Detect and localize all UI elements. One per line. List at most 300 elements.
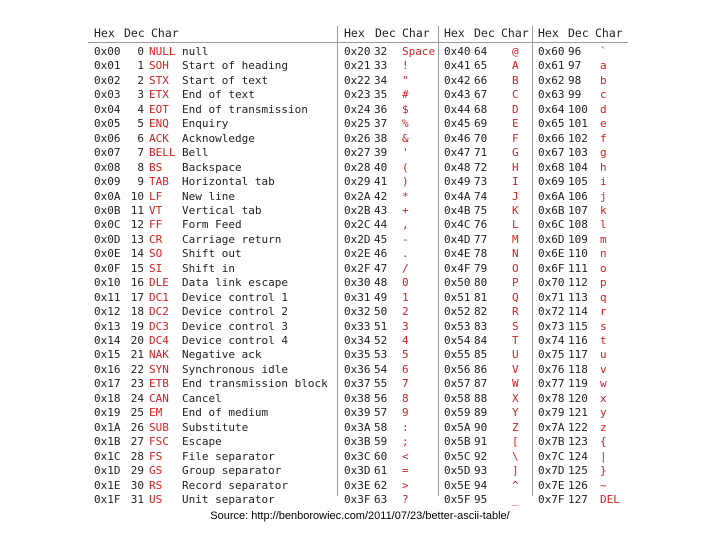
cell-description: New line: [182, 189, 235, 203]
cell-hex-2: 0x34: [344, 334, 371, 347]
cell-dec-4: 96: [568, 45, 582, 58]
cell-hex-3: 0x5C: [444, 449, 471, 463]
cell-hex-3: 0x40: [444, 45, 471, 58]
cell-char-4: p: [600, 276, 607, 290]
cell-code: ENQ: [149, 117, 169, 131]
cell-description: Data link escape: [182, 276, 288, 290]
cell-dec-2: 41: [374, 175, 388, 189]
cell-description: Record separator: [182, 478, 288, 492]
cell-char-4: `: [600, 45, 607, 58]
cell-char-2: 2: [402, 305, 409, 319]
cell-code: VT: [149, 203, 163, 217]
table-row: [88, 190, 628, 205]
cell-char-4: y: [600, 406, 607, 420]
cell-dec-1: 6: [137, 131, 144, 145]
cell-hex-2: 0x2F: [344, 261, 371, 275]
cell-char-2: ': [402, 146, 409, 160]
cell-description: End of medium: [182, 406, 269, 420]
cell-hex-1: 0x1E: [94, 478, 121, 492]
cell-hex-1: 0x1A: [94, 420, 121, 434]
cell-dec-3: 89: [474, 406, 488, 420]
table-row: [88, 363, 628, 378]
cell-hex-1: 0x13: [94, 319, 121, 333]
cell-dec-3: 93: [474, 464, 488, 478]
cell-dec-1: 11: [130, 203, 144, 217]
cell-dec-1: 27: [130, 435, 144, 449]
cell-dec-3: 73: [474, 175, 488, 189]
cell-code: ACK: [149, 131, 169, 145]
cell-char-3: L: [512, 218, 519, 232]
cell-dec-1: 5: [137, 117, 144, 131]
cell-code: US: [149, 492, 163, 506]
header-hex-1: Hex: [94, 26, 115, 40]
header-hex-3: Hex: [444, 26, 465, 40]
table-row: [88, 435, 628, 450]
cell-char-4: r: [600, 305, 607, 319]
cell-dec-4: 98: [568, 73, 582, 87]
cell-dec-4: 113: [568, 290, 588, 304]
cell-dec-1: 22: [130, 362, 144, 376]
cell-hex-3: 0x4A: [444, 189, 471, 203]
cell-dec-2: 46: [374, 247, 388, 261]
cell-char-3: K: [512, 203, 519, 217]
cell-hex-3: 0x43: [444, 88, 471, 102]
cell-char-4: {: [600, 435, 607, 449]
cell-dec-1: 18: [130, 305, 144, 319]
cell-char-3: M: [512, 232, 519, 246]
cell-char-2: Space: [402, 45, 436, 58]
cell-hex-1: 0x1C: [94, 449, 121, 463]
cell-char-2: /: [402, 261, 409, 275]
cell-code: BS: [149, 160, 163, 174]
cell-dec-3: 71: [474, 146, 488, 160]
cell-hex-3: 0x57: [444, 377, 471, 391]
cell-dec-2: 63: [374, 492, 388, 506]
cell-hex-4: 0x75: [538, 348, 565, 362]
cell-hex-1: 0x06: [94, 131, 121, 145]
header-dec-4: Dec: [568, 26, 589, 40]
cell-dec-3: 69: [474, 117, 488, 131]
cell-char-3: V: [512, 362, 519, 376]
cell-code: ETB: [149, 377, 169, 391]
header-hex-2: Hex: [344, 26, 365, 40]
cell-char-4: q: [600, 290, 607, 304]
table-row: [88, 479, 628, 494]
cell-char-2: $: [402, 102, 409, 116]
cell-hex-2: 0x35: [344, 348, 371, 362]
cell-char-4: b: [600, 73, 607, 87]
cell-hex-2: 0x29: [344, 175, 371, 189]
cell-char-2: !: [402, 59, 409, 73]
table-row: [88, 45, 628, 60]
cell-description: Synchronous idle: [182, 362, 288, 376]
cell-dec-4: 120: [568, 391, 588, 405]
cell-dec-2: 52: [374, 334, 388, 347]
cell-char-2: ): [402, 175, 409, 189]
cell-dec-4: 106: [568, 189, 588, 203]
cell-code: BELL: [149, 146, 176, 160]
cell-char-2: (: [402, 160, 409, 174]
cell-description: Shift in: [182, 261, 235, 275]
cell-dec-3: 86: [474, 362, 488, 376]
cell-hex-1: 0x01: [94, 59, 121, 73]
header-divider: [88, 42, 628, 43]
cell-dec-3: 78: [474, 247, 488, 261]
cell-code: STX: [149, 73, 169, 87]
cell-dec-3: 83: [474, 319, 488, 333]
cell-hex-1: 0x14: [94, 334, 121, 347]
table-row: [88, 291, 628, 306]
cell-description: Escape: [182, 435, 222, 449]
cell-char-2: >: [402, 478, 409, 492]
cell-hex-3: 0x59: [444, 406, 471, 420]
cell-dec-1: 10: [130, 189, 144, 203]
cell-hex-4: 0x78: [538, 391, 565, 405]
cell-hex-4: 0x63: [538, 88, 565, 102]
cell-char-2: %: [402, 117, 409, 131]
cell-dec-3: 74: [474, 189, 488, 203]
cell-char-3: G: [512, 146, 519, 160]
table-row: [88, 146, 628, 161]
cell-dec-1: 4: [137, 102, 144, 116]
cell-code: FF: [149, 218, 163, 232]
cell-hex-2: 0x37: [344, 377, 371, 391]
cell-char-3: A: [512, 59, 519, 73]
cell-description: Horizontal tab: [182, 175, 275, 189]
cell-dec-4: 119: [568, 377, 588, 391]
cell-char-4: n: [600, 247, 607, 261]
cell-dec-2: 56: [374, 391, 388, 405]
cell-char-4: a: [600, 59, 607, 73]
cell-dec-4: 103: [568, 146, 588, 160]
cell-char-3: H: [512, 160, 519, 174]
table-row: [88, 117, 628, 132]
cell-hex-1: 0x1D: [94, 464, 121, 478]
cell-char-2: 9: [402, 406, 409, 420]
cell-hex-4: 0x62: [538, 73, 565, 87]
cell-description: Backspace: [182, 160, 242, 174]
cell-hex-4: 0x7F: [538, 492, 565, 506]
cell-dec-3: 79: [474, 261, 488, 275]
cell-dec-3: 68: [474, 102, 488, 116]
cell-char-4: x: [600, 391, 607, 405]
cell-hex-3: 0x4D: [444, 232, 471, 246]
cell-hex-3: 0x44: [444, 102, 471, 116]
cell-hex-3: 0x48: [444, 160, 471, 174]
cell-hex-3: 0x54: [444, 334, 471, 347]
cell-hex-2: 0x28: [344, 160, 371, 174]
cell-code: CR: [149, 232, 163, 246]
cell-dec-4: 105: [568, 175, 588, 189]
cell-hex-1: 0x16: [94, 362, 121, 376]
cell-hex-1: 0x0C: [94, 218, 121, 232]
cell-dec-4: 97: [568, 59, 582, 73]
cell-description: Shift out: [182, 247, 242, 261]
cell-hex-1: 0x10: [94, 276, 121, 290]
cell-hex-2: 0x2B: [344, 203, 371, 217]
cell-hex-3: 0x58: [444, 391, 471, 405]
cell-hex-2: 0x36: [344, 362, 371, 376]
cell-hex-1: 0x0B: [94, 203, 121, 217]
cell-char-3: O: [512, 261, 519, 275]
cell-dec-1: 17: [130, 290, 144, 304]
cell-code: EOT: [149, 102, 169, 116]
cell-hex-1: 0x18: [94, 391, 121, 405]
cell-dec-4: 107: [568, 203, 588, 217]
cell-dec-2: 39: [374, 146, 388, 160]
cell-dec-4: 102: [568, 131, 588, 145]
cell-dec-4: 124: [568, 449, 588, 463]
cell-hex-3: 0x5E: [444, 478, 471, 492]
cell-char-2: ,: [402, 218, 409, 232]
cell-description: Device control 4: [182, 334, 288, 347]
cell-hex-3: 0x49: [444, 175, 471, 189]
cell-dec-3: 76: [474, 218, 488, 232]
cell-dec-1: 23: [130, 377, 144, 391]
cell-code: SYN: [149, 362, 169, 376]
cell-hex-2: 0x20: [344, 45, 371, 58]
header-char-3: Char: [501, 26, 529, 40]
cell-char-2: 0: [402, 276, 409, 290]
cell-char-3: Z: [512, 420, 519, 434]
cell-description: null: [182, 45, 209, 58]
cell-dec-2: 34: [374, 73, 388, 87]
cell-hex-4: 0x6F: [538, 261, 565, 275]
cell-dec-4: 118: [568, 362, 588, 376]
cell-char-3: R: [512, 305, 519, 319]
cell-dec-4: 117: [568, 348, 588, 362]
cell-hex-1: 0x19: [94, 406, 121, 420]
cell-dec-2: 45: [374, 232, 388, 246]
cell-description: Group separator: [182, 464, 282, 478]
cell-hex-1: 0x0D: [94, 232, 121, 246]
cell-dec-1: 14: [130, 247, 144, 261]
cell-hex-3: 0x51: [444, 290, 471, 304]
cell-dec-2: 43: [374, 203, 388, 217]
cell-description: End of transmission: [182, 102, 308, 116]
cell-code: SO: [149, 247, 163, 261]
cell-dec-1: 30: [130, 478, 144, 492]
cell-char-4: DEL: [600, 492, 620, 506]
header-char-2: Char: [402, 26, 430, 40]
cell-code: NAK: [149, 348, 169, 362]
cell-char-4: w: [600, 377, 607, 391]
cell-hex-1: 0x1B: [94, 435, 121, 449]
cell-hex-3: 0x5D: [444, 464, 471, 478]
cell-dec-1: 3: [137, 88, 144, 102]
cell-char-4: j: [600, 189, 607, 203]
cell-dec-2: 37: [374, 117, 388, 131]
cell-hex-1: 0x17: [94, 377, 121, 391]
cell-dec-2: 48: [374, 276, 388, 290]
ascii-table: [88, 24, 628, 504]
cell-hex-4: 0x76: [538, 362, 565, 376]
cell-hex-3: 0x5B: [444, 435, 471, 449]
cell-hex-1: 0x0E: [94, 247, 121, 261]
cell-code: GS: [149, 464, 163, 478]
cell-char-2: 4: [402, 334, 409, 347]
cell-hex-4: 0x6C: [538, 218, 565, 232]
cell-dec-4: 115: [568, 319, 588, 333]
cell-hex-4: 0x7A: [538, 420, 565, 434]
cell-dec-3: 77: [474, 232, 488, 246]
cell-description: Bell: [182, 146, 209, 160]
cell-char-4: k: [600, 203, 607, 217]
header-dec-3: Dec: [474, 26, 495, 40]
cell-dec-1: 0: [137, 45, 144, 58]
cell-description: Device control 1: [182, 290, 288, 304]
cell-hex-4: 0x67: [538, 146, 565, 160]
cell-char-3: C: [512, 88, 519, 102]
cell-char-4: l: [600, 218, 607, 232]
cell-hex-4: 0x6A: [538, 189, 565, 203]
cell-char-2: *: [402, 189, 409, 203]
cell-char-3: U: [512, 348, 519, 362]
cell-dec-1: 21: [130, 348, 144, 362]
table-row: [88, 204, 628, 219]
cell-hex-1: 0x0A: [94, 189, 121, 203]
table-row: [88, 392, 628, 407]
cell-dec-4: 114: [568, 305, 588, 319]
cell-char-4: s: [600, 319, 607, 333]
cell-char-3: N: [512, 247, 519, 261]
cell-hex-3: 0x5A: [444, 420, 471, 434]
cell-dec-3: 70: [474, 131, 488, 145]
cell-dec-4: 111: [568, 261, 588, 275]
cell-hex-3: 0x4C: [444, 218, 471, 232]
cell-hex-4: 0x72: [538, 305, 565, 319]
table-row: [88, 421, 628, 436]
cell-dec-3: 85: [474, 348, 488, 362]
cell-hex-3: 0x50: [444, 276, 471, 290]
cell-hex-1: 0x09: [94, 175, 121, 189]
cell-hex-2: 0x30: [344, 276, 371, 290]
cell-char-2: #: [402, 88, 409, 102]
cell-char-2: .: [402, 247, 409, 261]
cell-hex-3: 0x4E: [444, 247, 471, 261]
cell-char-4: z: [600, 420, 607, 434]
cell-char-3: J: [512, 189, 519, 203]
cell-code: EM: [149, 406, 163, 420]
cell-dec-3: 75: [474, 203, 488, 217]
cell-dec-1: 16: [130, 276, 144, 290]
cell-dec-4: 108: [568, 218, 588, 232]
cell-char-2: 8: [402, 391, 409, 405]
cell-hex-1: 0x08: [94, 160, 121, 174]
cell-char-2: 3: [402, 319, 409, 333]
cell-char-4: ~: [600, 478, 607, 492]
cell-hex-1: 0x03: [94, 88, 121, 102]
cell-description: Carriage return: [182, 232, 282, 246]
cell-char-3: Q: [512, 290, 519, 304]
cell-hex-3: 0x47: [444, 146, 471, 160]
cell-dec-1: 25: [130, 406, 144, 420]
cell-dec-4: 99: [568, 88, 582, 102]
cell-dec-1: 29: [130, 464, 144, 478]
cell-dec-1: 19: [130, 319, 144, 333]
cell-description: Form Feed: [182, 218, 242, 232]
cell-char-4: m: [600, 232, 607, 246]
cell-char-4: d: [600, 102, 607, 116]
cell-hex-4: 0x77: [538, 377, 565, 391]
cell-char-3: F: [512, 131, 519, 145]
cell-dec-2: 33: [374, 59, 388, 73]
cell-dec-4: 116: [568, 334, 588, 347]
table-row: [88, 175, 628, 190]
cell-hex-1: 0x12: [94, 305, 121, 319]
cell-char-2: 7: [402, 377, 409, 391]
cell-hex-4: 0x71: [538, 290, 565, 304]
cell-code: SUB: [149, 420, 169, 434]
cell-char-3: _: [512, 492, 519, 506]
cell-hex-1: 0x1F: [94, 492, 121, 506]
cell-hex-4: 0x7D: [538, 464, 565, 478]
cell-dec-3: 84: [474, 334, 488, 347]
cell-dec-4: 125: [568, 464, 588, 478]
cell-code: RS: [149, 478, 163, 492]
cell-hex-3: 0x45: [444, 117, 471, 131]
cell-hex-3: 0x55: [444, 348, 471, 362]
table-row: [88, 218, 628, 233]
cell-dec-1: 26: [130, 420, 144, 434]
table-row: [88, 247, 628, 262]
cell-dec-3: 88: [474, 391, 488, 405]
cell-hex-2: 0x3B: [344, 435, 371, 449]
cell-hex-2: 0x27: [344, 146, 371, 160]
cell-code: DC2: [149, 305, 169, 319]
cell-hex-2: 0x22: [344, 73, 371, 87]
cell-description: Acknowledge: [182, 131, 255, 145]
header-dec-1: Dec: [124, 26, 145, 40]
header-hex-4: Hex: [538, 26, 559, 40]
cell-hex-3: 0x5F: [444, 492, 471, 506]
cell-char-3: @: [512, 45, 519, 58]
cell-char-4: v: [600, 362, 607, 376]
cell-char-2: ;: [402, 435, 409, 449]
cell-hex-2: 0x31: [344, 290, 371, 304]
cell-hex-1: 0x00: [94, 45, 121, 58]
table-row: [88, 320, 628, 335]
table-row: [88, 305, 628, 320]
cell-hex-4: 0x7C: [538, 449, 565, 463]
cell-char-3: \: [512, 449, 519, 463]
cell-dec-3: 67: [474, 88, 488, 102]
cell-char-4: |: [600, 449, 607, 463]
cell-code: NULL: [149, 45, 176, 58]
cell-hex-4: 0x68: [538, 160, 565, 174]
cell-dec-4: 122: [568, 420, 588, 434]
cell-code: ETX: [149, 88, 169, 102]
cell-dec-3: 72: [474, 160, 488, 174]
cell-code: DLE: [149, 276, 169, 290]
cell-hex-4: 0x70: [538, 276, 565, 290]
cell-char-3: I: [512, 175, 519, 189]
cell-dec-1: 31: [130, 492, 144, 506]
cell-description: Substitute: [182, 420, 249, 434]
cell-dec-3: 87: [474, 377, 488, 391]
table-row: [88, 450, 628, 465]
cell-char-2: 1: [402, 290, 409, 304]
table-row: [88, 59, 628, 74]
cell-hex-3: 0x53: [444, 319, 471, 333]
cell-dec-2: 55: [374, 377, 388, 391]
cell-hex-3: 0x52: [444, 305, 471, 319]
cell-char-3: S: [512, 319, 519, 333]
cell-char-2: <: [402, 449, 409, 463]
cell-code: FS: [149, 449, 163, 463]
cell-hex-2: 0x21: [344, 59, 371, 73]
cell-dec-2: 40: [374, 160, 388, 174]
